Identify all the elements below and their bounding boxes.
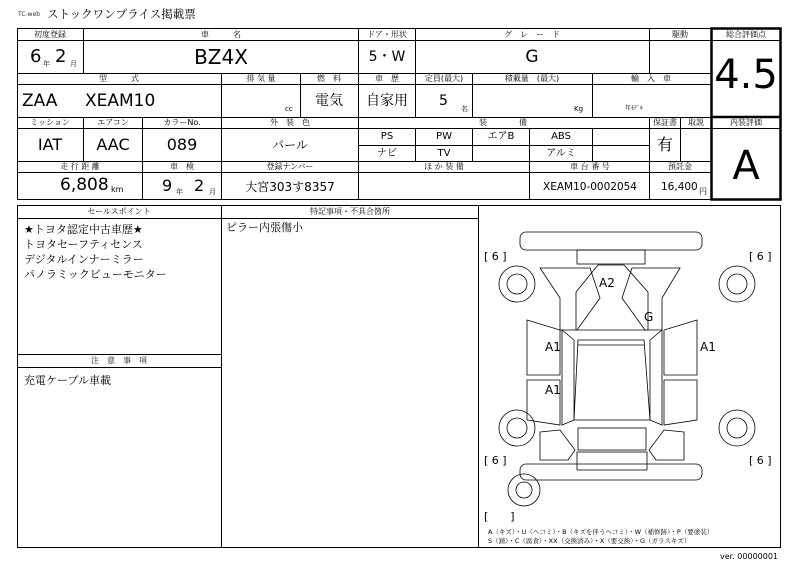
- inspection-month-unit: 月: [209, 188, 216, 196]
- label-capacity: 定員(最大): [424, 74, 464, 83]
- rear-bumper-shape: [520, 464, 702, 480]
- sales-point-item: デジタルインナーミラー: [24, 253, 144, 266]
- label-fuel: 燃 料: [317, 74, 341, 83]
- label-mission: ミッション: [30, 118, 70, 127]
- front-bumper-shape: [520, 232, 702, 250]
- cautions-text: 充電ケーブル車載: [24, 374, 112, 387]
- label-mileage: 走 行 距 離: [60, 162, 100, 171]
- mark-left-front-door: A1: [545, 340, 561, 354]
- inspection-year: 9: [162, 176, 173, 195]
- label-inspection: 車 検: [170, 162, 194, 171]
- label-chassis: 車 台 番 号: [570, 162, 610, 171]
- label-color-no: カラーNo.: [163, 118, 201, 127]
- mark-roof-center: G: [644, 310, 654, 324]
- page-title: ストックワンプライス掲載票: [47, 7, 196, 21]
- label-special-notes: 特記事項・不具合箇所: [310, 207, 390, 216]
- label-aircon: エアコン: [97, 118, 129, 127]
- label-plate: 登録ナンバー: [266, 162, 314, 171]
- equip-ps: PS: [380, 131, 394, 142]
- label-deposit: 預託金: [668, 162, 692, 171]
- mark-left-rear-door: A1: [545, 383, 561, 397]
- logo: TC-web: [18, 11, 41, 18]
- overall-score: 4.5: [714, 52, 778, 98]
- year-unit: 年: [43, 60, 50, 68]
- km-unit: km: [111, 185, 124, 194]
- label-doors-shape: ドア・形状: [367, 30, 407, 39]
- left-quarter-shape: [540, 430, 575, 460]
- equip-airbag: エアB: [487, 131, 515, 142]
- label-grade: グ レ ー ド: [504, 30, 560, 39]
- label-manual: 取説: [688, 118, 704, 127]
- grade: G: [525, 47, 539, 67]
- warranty: 有: [656, 135, 674, 154]
- equip-abs: ABS: [551, 131, 571, 142]
- label-car-name: 車 名: [201, 30, 241, 39]
- interior-score: A: [732, 143, 760, 189]
- tire-rear-left-tread: [ 6 ]: [484, 454, 507, 467]
- sales-point-item: トヨタセーフティセンス: [24, 238, 143, 251]
- label-displacement: 排 気 量: [246, 74, 276, 83]
- label-other-equipment: ほ か 装 備: [424, 162, 464, 171]
- special-notes-text: ピラー内張傷小: [226, 221, 303, 234]
- version: ver. 00000001: [720, 552, 779, 561]
- label-cautions: 注 意 事 項: [91, 356, 147, 365]
- capacity-unit: 名: [461, 105, 468, 113]
- spare-tire-tread: [ ]: [484, 510, 515, 523]
- first-reg-year: 6: [30, 46, 42, 67]
- capacity: 5: [439, 93, 448, 109]
- sales-point-item: パノラミックビューモニター: [24, 268, 167, 281]
- right-quarter-shape: [649, 430, 684, 460]
- label-load: 積載量 (最大): [504, 74, 560, 83]
- label-history: 車 歴: [375, 74, 399, 83]
- tire-front-left-tread: [ 6 ]: [484, 250, 507, 263]
- trunk-shape: [577, 452, 647, 470]
- history: 自家用: [366, 93, 408, 109]
- wheel-front-left: [499, 266, 535, 302]
- right-front-door-shape: [664, 320, 697, 375]
- label-exterior: 外 装 色: [270, 118, 310, 127]
- label-type: 型 式: [99, 74, 139, 83]
- equip-pw: PW: [436, 131, 452, 142]
- kg-unit: Kg: [574, 105, 584, 113]
- cc-unit: cc: [285, 105, 293, 113]
- fuel: 電気: [315, 93, 343, 109]
- wheel-rear-right: [719, 410, 755, 446]
- legend-line-2: S（錆）・C（腐食）・XX（交換済み）・X（要交換）・G（ガラスキズ）: [488, 537, 691, 545]
- rear-glass-shape: [578, 428, 646, 450]
- aircon: AAC: [96, 135, 130, 154]
- import-year-label: 年ﾓﾃﾞﾙ: [625, 105, 644, 112]
- sales-point-item: ★トヨタ認定中古車歴★: [24, 223, 143, 236]
- inspection-year-unit: 年: [176, 188, 183, 196]
- month-unit: 月: [70, 60, 77, 68]
- equip-alloy: アルミ: [546, 148, 576, 159]
- yen-unit: 円: [699, 187, 707, 196]
- exterior-color: パール: [272, 138, 308, 152]
- inspection-month: 2: [194, 176, 205, 195]
- tire-rear-right-tread: [ 6 ]: [749, 454, 772, 467]
- hood-shape: [576, 265, 648, 330]
- label-import: 輸 入 車: [631, 74, 671, 83]
- car-name: BZ4X: [194, 45, 248, 69]
- deposit: 16,400: [661, 181, 698, 193]
- label-interior-score: 内装評価: [730, 118, 762, 127]
- label-warranty: 保証書: [653, 118, 677, 127]
- first-reg-month: 2: [55, 46, 67, 67]
- equip-tv: TV: [437, 148, 451, 159]
- left-fender-shape: [540, 268, 600, 330]
- right-rear-door-shape: [664, 380, 697, 425]
- plate-number: 大宮303す8357: [245, 180, 335, 194]
- mileage: 6,808: [60, 175, 109, 195]
- type-prefix: ZAA: [22, 91, 58, 111]
- tire-front-right-tread: [ 6 ]: [749, 250, 772, 263]
- mark-right-front-door: A1: [700, 340, 716, 354]
- type-code: XEAM10: [85, 91, 156, 111]
- mission: IAT: [37, 135, 63, 154]
- legend-line-1: A（キズ）・U（ヘコミ）・B（キズを伴うヘコミ）・W（補修跡）・P（要塗装）: [488, 528, 714, 536]
- wheel-front-right: [719, 266, 755, 302]
- label-equipment: 装 備: [479, 118, 527, 127]
- hood-front-shape: [577, 250, 645, 264]
- roof-shape: [574, 340, 650, 420]
- chassis-number: XEAM10-0002054: [543, 181, 637, 193]
- label-sales-points: セールスポイント: [87, 207, 151, 216]
- color-no: 089: [166, 135, 198, 154]
- equip-navi: ナビ: [377, 148, 397, 159]
- label-drive: 駆動: [672, 30, 688, 39]
- label-overall-score: 総合評価点: [726, 30, 766, 39]
- label-first-reg: 初度登録: [34, 30, 66, 39]
- mark-roof-front: A2: [599, 276, 615, 290]
- wheel-rear-left: [499, 410, 535, 446]
- doors-shape: 5・W: [368, 49, 406, 65]
- spare-tire: [508, 474, 540, 506]
